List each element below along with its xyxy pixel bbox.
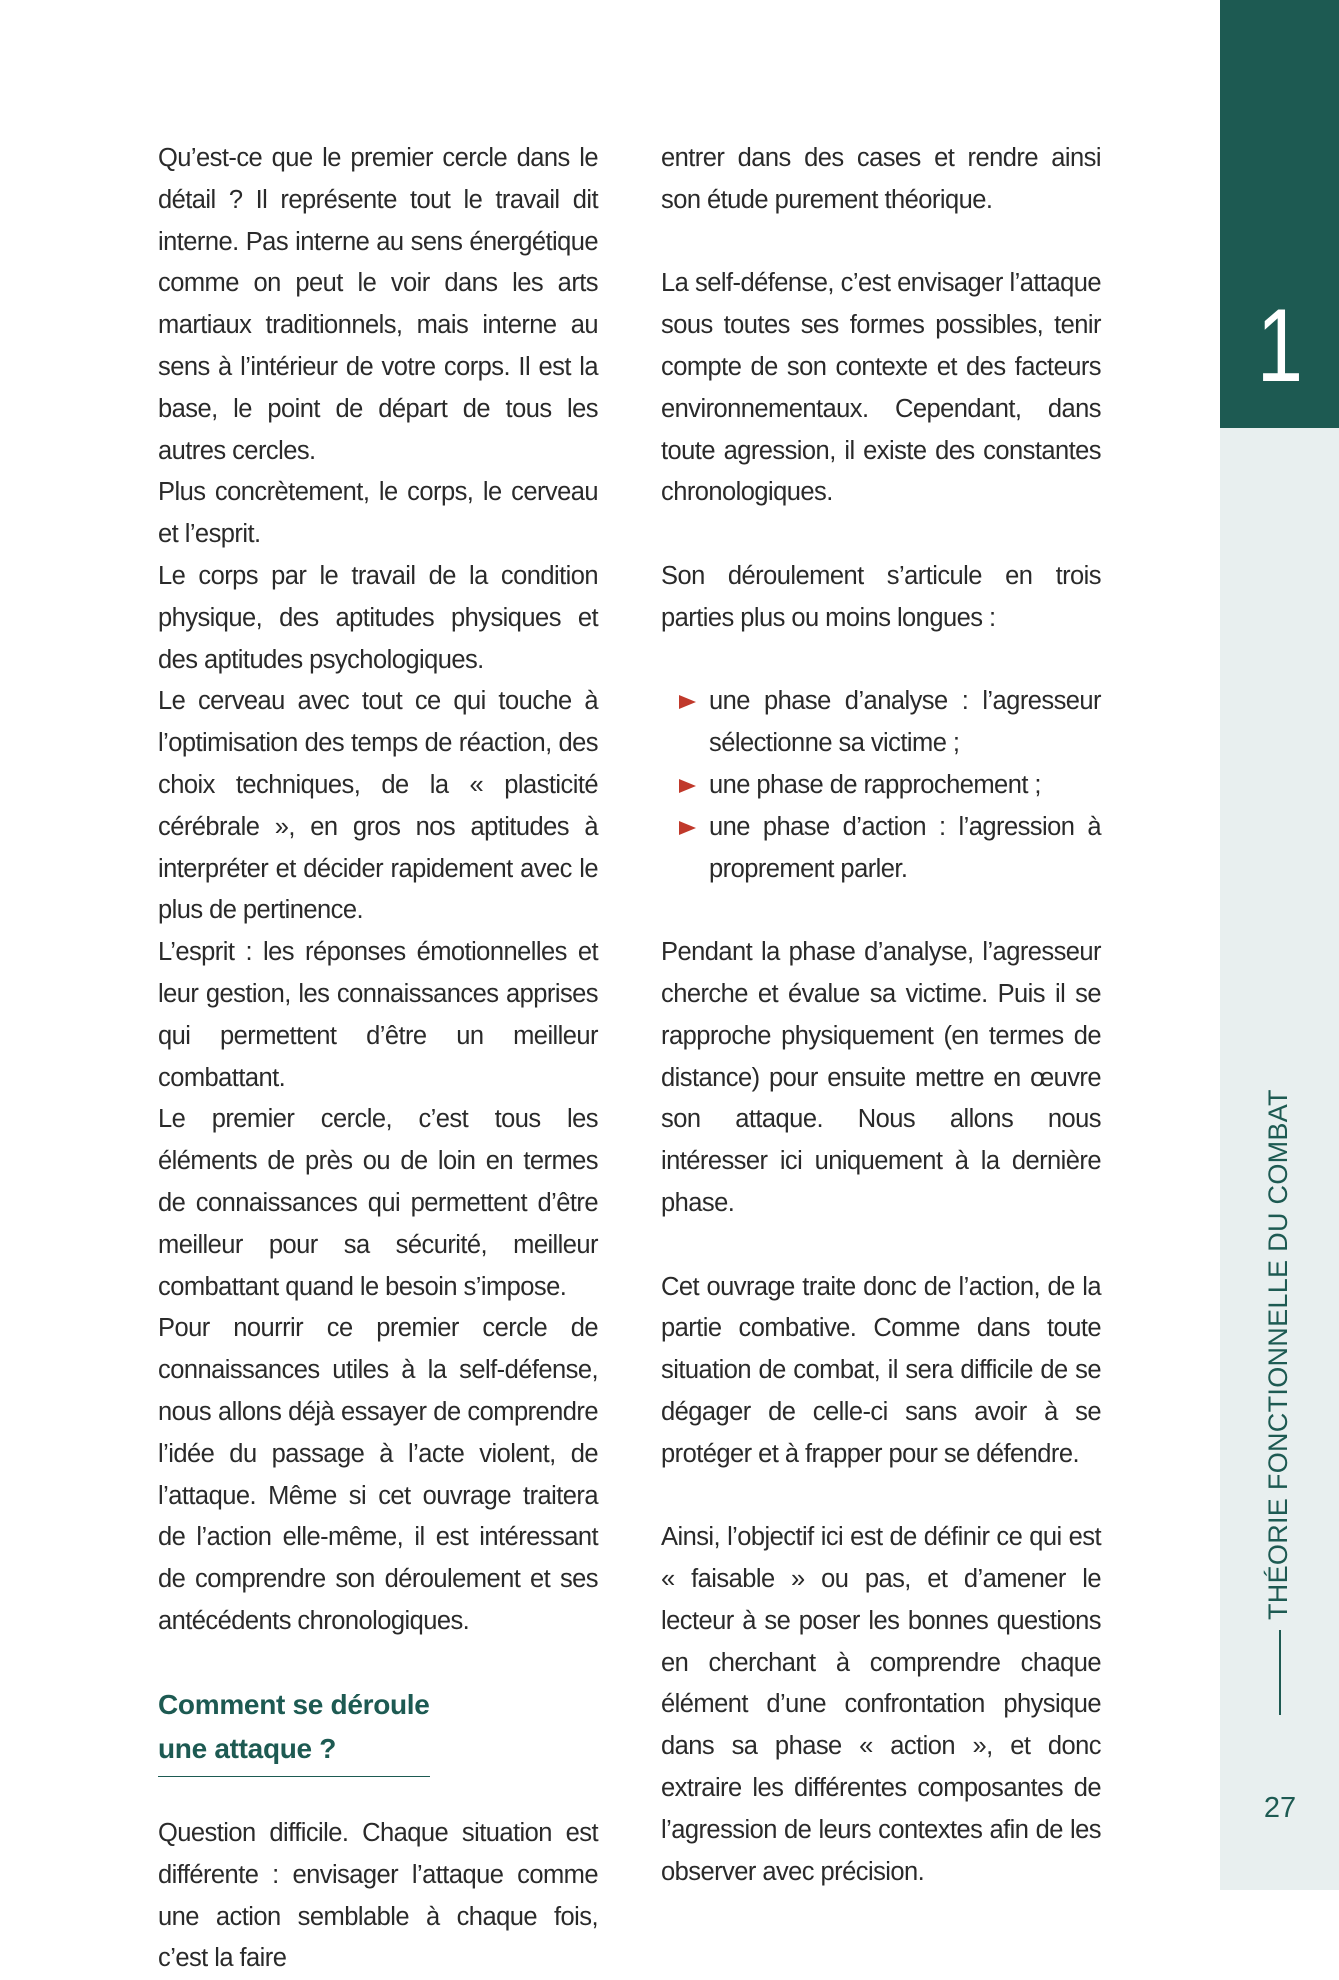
page-number: 27 bbox=[1263, 1792, 1297, 1824]
list-item: une phase de rapprochement ; bbox=[661, 765, 1101, 807]
paragraph: Ainsi, l’objectif ici est de définir ce qui est « faisable » ou pas, et d’amener le lecteur à se poser les bonnes questions en cherchant à comprendre chaque élément d’une confrontation physique dans sa phase « action », et donc extraire les différentes composantes de l’agression de leurs contextes afin de les observer avec précision. bbox=[661, 1523, 1101, 1886]
section-heading bbox=[158, 1684, 430, 1777]
bullet-list bbox=[661, 681, 1101, 890]
running-title bbox=[1256, 1089, 1306, 1620]
left-column bbox=[158, 138, 598, 1980]
paragraph: Cet ouvrage traite donc de l’action, de la partie combative. Comme dans toute situation de combat, il sera difficile de se dégager de celle-ci sans avoir à se protéger et à frapper pour se défendre. bbox=[661, 1272, 1101, 1468]
paragraph: Son déroulement s’articule en trois parties plus ou moins longues : bbox=[661, 561, 1101, 632]
arrow-bullet-icon bbox=[679, 821, 696, 835]
paragraph: L’esprit : les réponses émotionnelles et leur gestion, les connaissances apprises qui permettent d’être un meilleur combattant. bbox=[158, 938, 598, 1092]
list-item: une phase d’action : l’agression à proprement parler. bbox=[661, 807, 1101, 891]
arrow-bullet-icon bbox=[679, 779, 696, 793]
arrow-bullet-icon bbox=[679, 695, 696, 709]
paragraph: Le premier cercle, c’est tous les éléments de près ou de loin en termes de connaissances qui permettent d’être meilleur pour sa sécurité, meilleur combattant quand le besoin s’impose. bbox=[158, 1105, 598, 1301]
section-heading-line: Comment se déroule bbox=[158, 1689, 430, 1721]
chapter-tab bbox=[1220, 0, 1339, 428]
paragraph: La self-défense, c’est envisager l’attaque sous toutes ses formes possibles, tenir compte de son contexte et des facteurs environnementaux. Cependant, dans toute agression, il existe des constantes chronologiques. bbox=[661, 269, 1101, 507]
running-title-rule bbox=[1279, 1630, 1281, 1715]
paragraph: Pour nourrir ce premier cercle de connaissances utiles à la self-défense, nous allons déjà essayer de comprendre l’idée du passage à l’acte violent, de l’attaque. Même si cet ouvrage traitera de l’action elle-même, il est intéressant de comprendre son déroulement et ses antécédents chronologiques. bbox=[158, 1314, 598, 1635]
paragraph: Plus concrètement, le corps, le cerveau et l’esprit. bbox=[158, 478, 598, 549]
chapter-number: 1 bbox=[1256, 288, 1303, 404]
paragraph: entrer dans des cases et rendre ainsi son étude purement théorique. bbox=[661, 144, 1101, 214]
running-title-text: THÉORIE FONCTIONNELLE DU COMBAT bbox=[1263, 1089, 1293, 1620]
section-heading-line: une attaque ? bbox=[158, 1733, 337, 1765]
list-item: une phase d’analyse : l’agresseur sélectionne sa victime ; bbox=[661, 681, 1101, 765]
paragraph: Le cerveau avec tout ce qui touche à l’optimisation des temps de réaction, des choix techniques, de la « plasticité cérébrale », en gros nos aptitudes à interpréter et décider rapidement avec le plus de pertinence. bbox=[158, 687, 598, 925]
paragraph: Qu’est-ce que le premier cercle dans le détail ? Il représente tout le travail dit interne. Pas interne au sens énergétique comme on peut le voir dans les arts martiaux traditionnels, mais interne au sens à l’intérieur de votre corps. Il est la base, le point de départ de tous les autres cercles. bbox=[158, 144, 598, 465]
paragraph: Pendant la phase d’analyse, l’agresseur cherche et évalue sa victime. Puis il se rapproche physiquement (en termes de distance) pour ensuite mettre en œuvre son attaque. Nous allons nous intéresser ici uniquement à la dernière phase. bbox=[661, 938, 1101, 1217]
paragraph: Question difficile. Chaque situation est différente : envisager l’attaque comme une action semblable à chaque fois, c’est la faire bbox=[158, 1819, 598, 1973]
paragraph: Le corps par le travail de la condition physique, des aptitudes physiques et des aptitudes psychologiques. bbox=[158, 561, 598, 674]
right-column bbox=[661, 138, 1101, 1893]
